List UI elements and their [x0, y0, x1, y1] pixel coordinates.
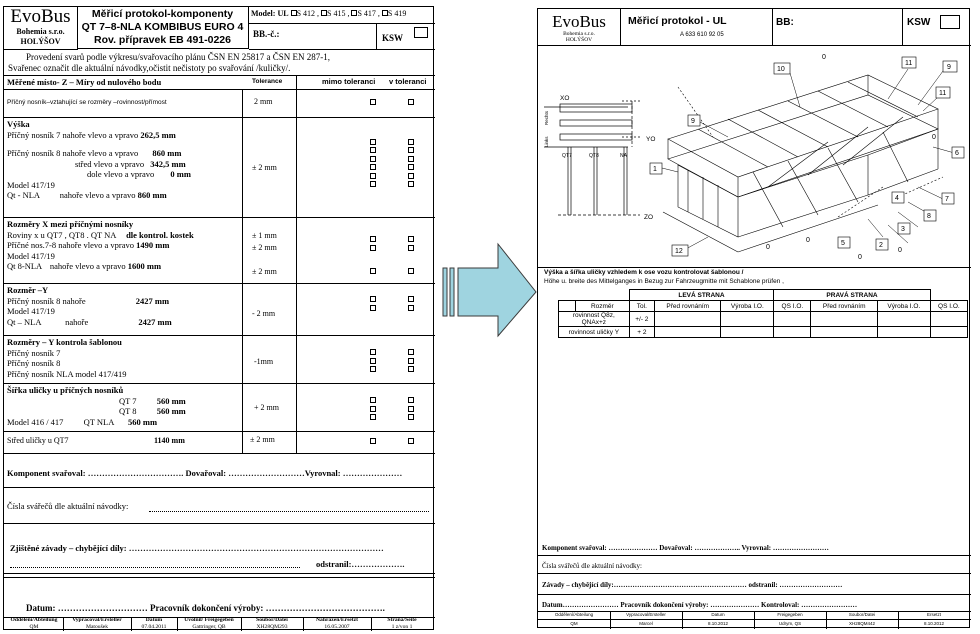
s1-checkbox-column-out [370, 137, 376, 187]
s1-line2-value: 860 mm [152, 148, 182, 158]
left-col-measure: Měřené místo- Z – Míry od nulového bodu [7, 77, 162, 87]
left-flatness-tol: 2 mm [254, 97, 273, 106]
right-ksw-label: KSW [907, 17, 931, 28]
left-title-box [77, 7, 249, 49]
rf-h5: Ersetzt [926, 612, 941, 617]
s2-in-cb[interactable] [408, 236, 414, 242]
left-date-line: Datum: ………………………… Pracovník dokončení výroby: …………………………………. [26, 603, 385, 613]
left-bb-label: BB.-č.: [253, 29, 280, 39]
left-model-row [251, 9, 433, 19]
callout-11b: 11 [939, 90, 947, 97]
flatness-label [559, 327, 630, 338]
s3-in-cb[interactable] [408, 296, 414, 302]
left-ksw-text: KSW [382, 33, 404, 43]
callout-4: 4 [895, 195, 899, 202]
label-qt8: QT8 [589, 153, 599, 159]
s1-line1-a: Příčný nosník 7 [7, 129, 61, 140]
left-welder-numbers: Čísla svářečů dle aktuální návodky: [7, 501, 129, 511]
s2-line2-a: Příčné nos.7-8 [7, 240, 57, 250]
s2-tol-3: ± 2 mm [252, 267, 277, 276]
right-welder-numbers: Čísla svářečů dle aktuální návodky: [542, 562, 642, 570]
lf-v3: Gattringer, QB [192, 624, 226, 630]
s1-checkbox-column-in [408, 137, 414, 187]
s2-tol-1: ± 1 mm [252, 231, 277, 240]
lf-h6: Strana/Seite [387, 617, 417, 623]
s2-out-cb-last[interactable] [370, 268, 376, 274]
s3-line1-b: nahoře [62, 295, 86, 306]
s2-line2-b: nahoře vlevo a vpravo [58, 240, 134, 250]
s4-in-column [408, 347, 414, 373]
s2-out-cb[interactable] [370, 236, 376, 242]
rf-v4: XH28QM442 [848, 621, 875, 626]
s2-title: Rozměry X mezi příčnými nosníky [7, 219, 134, 229]
callout-6: 6 [955, 150, 959, 157]
measurement-table [558, 289, 968, 338]
right-code: A 633 610 92 05 [680, 32, 724, 38]
s2-in-cb[interactable] [408, 245, 414, 251]
lf-v6: 1 z/von 1 [391, 624, 413, 630]
left-col-tolerance: Tolerance [252, 78, 283, 85]
s2-line4-value: 1600 mm [127, 261, 162, 271]
entry-cell[interactable] [877, 327, 930, 338]
col-before-l: Před rovnáním [655, 301, 721, 312]
entry-cell[interactable] [721, 312, 774, 327]
right-ksw-checkbox[interactable] [940, 15, 960, 29]
table-row [559, 312, 968, 327]
flatness-label-line: rovinnost uličky Y [568, 328, 620, 336]
rf-h4: Soubor/Datei [848, 612, 876, 617]
lf-h3: Uvolnil/ Freigegeben [184, 617, 234, 623]
table-row [559, 327, 968, 338]
s4-tol: -1mm [254, 357, 274, 366]
s3-line3-a: Qt – NLA [7, 316, 41, 327]
rf-h2: Datum [711, 612, 725, 617]
s2-line4-b: nahoře vlevo a vpravo [49, 261, 126, 271]
s3-line1-value: 2427 mm [135, 295, 170, 306]
callout-2: 2 [879, 242, 883, 249]
s5-in-cb[interactable] [408, 397, 414, 403]
s2-line4-a: Qt 8-NLA [7, 261, 42, 271]
flatness-label-line: QNAx+z [581, 319, 607, 326]
s4-line1: Příčný nosník 7 [7, 347, 61, 358]
s1-out-cb[interactable] [370, 147, 376, 153]
entry-cell[interactable] [811, 312, 877, 327]
s4-in-cb[interactable] [408, 349, 414, 355]
s6-value: 1140 mm [154, 436, 185, 445]
s3-line3-b: nahoře [65, 316, 89, 327]
label-rechts: Rechts [544, 110, 549, 125]
left-ksw-checkbox[interactable] [414, 27, 428, 38]
left-intro-2: Svařenec označit dle aktuální návodky,očistit nečistoty po svařování /kuličky/. [8, 63, 291, 73]
s2-line2-value: 1490 mm [136, 240, 170, 250]
entry-cell[interactable] [655, 312, 721, 327]
left-defects-dots [10, 567, 300, 568]
s1-line6-b: nahoře vlevo a vpravo [59, 190, 136, 200]
col-prod-r: Výroba I.O. [877, 301, 930, 312]
s2-in-cb-last[interactable] [408, 268, 414, 274]
s1-line2-b: nahoře vlevo a vpravo [62, 148, 139, 158]
s2-line3: Model 417/19 [7, 250, 55, 261]
s5-line2-a: QT 8 [119, 406, 137, 416]
s1-out-cb[interactable] [370, 164, 376, 170]
s0-in-checkbox[interactable] [408, 99, 414, 105]
left-komponent-line: Komponent svařoval: ……………………………. Dovařoval: ………………………Vyrovnal: ………………… [7, 468, 403, 478]
callout-12: 12 [675, 248, 683, 255]
s1-line6-value: 860 mm [137, 190, 167, 200]
s5-line3-value: 560 mm [128, 416, 158, 427]
lf-v2: 07.04.2011 [141, 624, 167, 630]
lf-h0: Oddělení/Abteilung [10, 617, 58, 623]
callout-5: 5 [841, 240, 845, 247]
s5-tol: + 2 mm [254, 403, 279, 412]
callout-10: 10 [777, 66, 785, 73]
s1-line4-b: dole vlevo a vpravo [87, 169, 155, 179]
s1-line6-a: Qt - NLA [7, 190, 40, 200]
right-title: Měřicí protokol - UL [628, 15, 727, 27]
callout-7: 7 [945, 196, 949, 203]
s3-out-cb[interactable] [370, 296, 376, 302]
lf-h1: Vypracoval/Ersteller [72, 617, 122, 623]
left-side-header: LEVÁ STRANA [629, 290, 774, 301]
rf-v3: Udrym, QS [778, 621, 802, 626]
rf-v2: 8.10.2012 [707, 621, 729, 626]
s3-out-cb[interactable] [370, 305, 376, 311]
s4-out-cb[interactable] [370, 349, 376, 355]
s1-title: Výška [7, 119, 30, 129]
s5-out-cb[interactable] [370, 397, 376, 403]
s5-line3-b: QT NLA [83, 416, 114, 427]
s5-in-cb[interactable] [408, 406, 414, 412]
left-logo: EvoBus [10, 6, 71, 27]
right-defects-line: Závady – chybějící díly:………………………………………………… odstranil: ……………………… [542, 581, 843, 589]
rf-h0: Oddělení/Abteilung [554, 612, 594, 617]
s3-title: Rozměr –Y [7, 285, 49, 295]
frame-diagram [538, 47, 971, 265]
s5-line1-value: 560 mm [156, 395, 186, 406]
s4-title: Rozměry – Y kontrola šablonou [7, 337, 122, 347]
zero-mark-6: 0 [898, 247, 902, 254]
model-419-label: S 419 [387, 9, 407, 18]
s1-in-cb[interactable] [408, 156, 414, 162]
callout-3: 3 [901, 226, 905, 233]
s2-in-column [408, 233, 414, 251]
right-note-2: Höhe u. breite des Mittelganges in Bezug zur Fahrzeugmitte mit Schablone prüfen , [544, 278, 784, 285]
col-tol: Tol. [629, 301, 654, 312]
entry-cell[interactable] [811, 327, 877, 338]
s3-line2: Model 417/19 [7, 306, 55, 316]
s5-in-cb[interactable] [408, 414, 414, 420]
s4-out-column [370, 347, 376, 373]
model-412-label: S 412 , [296, 9, 320, 18]
s1-line3-value: 342,5 mm [150, 158, 186, 169]
s2-out-cb[interactable] [370, 245, 376, 251]
right-date-line: Datum…………………… Pracovník dokončení výroby: ………………… Kontroloval: …………………… [542, 601, 858, 609]
left-protocol-sheet [3, 6, 434, 630]
s5-line1-a: QT 7 [119, 395, 137, 406]
col-qs-l: QS I.O. [774, 301, 811, 312]
right-komponent-line: Komponent svařoval: ………………… Dovařoval: ……………….. Vyrovnal: …………………… [542, 544, 829, 552]
left-title-2: QT 7–8-NLA KOMBIBUS EURO 4 [81, 21, 244, 33]
s1-tol: ± 2 mm [252, 163, 277, 172]
lf-v5: 16.05.2007 [324, 624, 350, 630]
right-company-name: Bohemia s.r.o. [563, 31, 595, 37]
zero-mark-2: 0 [932, 134, 936, 141]
s3-line3-value: 2427 mm [138, 316, 172, 327]
entry-cell[interactable] [721, 327, 774, 338]
s5-title: Šířka uličky u příčných nosníků [7, 385, 124, 395]
flatness-label [559, 312, 630, 327]
transform-arrow-icon [440, 240, 540, 340]
s1-line2-a: Příčný nosník 8 [7, 148, 61, 158]
lf-h2: Datum [145, 617, 163, 623]
s5-line2-value: 560 mm [156, 406, 186, 416]
s6-text: Střed uličky u QT7 [7, 436, 69, 445]
s5-out-cb[interactable] [370, 414, 376, 420]
s3-in-column [408, 293, 414, 311]
entry-cell[interactable] [877, 312, 930, 327]
right-protocol-sheet [537, 8, 970, 628]
left-col-in: v toleranci [389, 77, 427, 86]
left-model-label: Model: UL [251, 9, 289, 18]
left-defects-line: Zjištěné závady – chybějící díly: ……………………………………………………………………………… [10, 543, 384, 553]
label-zo: ZO [644, 214, 654, 221]
right-footer [538, 611, 971, 629]
s1-line4-value: 0 mm [170, 169, 191, 179]
label-qt7: QT7 [562, 153, 572, 159]
left-fixed-by: odstranil:………………. [316, 559, 405, 569]
callout-11a: 11 [905, 60, 913, 67]
callout-1: 1 [653, 166, 657, 173]
entry-cell[interactable] [930, 327, 967, 338]
s1-in-cb[interactable] [408, 164, 414, 170]
left-company-name: Bohemia s.r.o. [16, 27, 65, 36]
s2-line1-b: dle kontrol. kostek [126, 229, 194, 240]
s2-line1-a: Roviny x u QT7 , QT8 . QT NA [7, 229, 116, 240]
s1-line5: Model 417/19 [7, 179, 55, 190]
s3-line1-a: Příčný nosník 8 [7, 295, 61, 306]
zero-mark-1: 0 [822, 54, 826, 61]
right-side-header: PRAVÁ STRANA [774, 290, 930, 301]
label-links: Links [544, 136, 549, 147]
col-before-r: Před rovnáním [811, 301, 877, 312]
model-415-label: S 415 , [327, 9, 350, 18]
s3-in-cb[interactable] [408, 305, 414, 311]
s4-out-cb[interactable] [370, 358, 376, 364]
col-rozmer: Rozměr [576, 301, 630, 312]
left-flatness-text: Příčný nosník–vztahující se rozměry –rovinnost/přímost [7, 99, 167, 106]
s5-out-column [370, 395, 376, 421]
zero-mark-3: 0 [766, 244, 770, 251]
right-logo: EvoBus [552, 12, 606, 31]
s1-line1-value: 262,5 mm [140, 129, 176, 140]
left-ksw-label [382, 33, 403, 44]
zero-mark-5: 0 [858, 254, 862, 261]
entry-cell[interactable] [655, 327, 721, 338]
rf-v1: Marcel [639, 621, 653, 626]
s2-out-column [370, 233, 376, 251]
col-prod-l: Výroba I.O. [721, 301, 774, 312]
left-logo-box [4, 7, 78, 50]
rf-h1: Vypracoval/Ersteller [626, 612, 666, 617]
s5-out-cb[interactable] [370, 406, 376, 412]
s1-in-cb[interactable] [408, 139, 414, 145]
s4-line2: Příčný nosník 8 [7, 358, 61, 368]
rf-h3: Freigegeben [777, 612, 803, 617]
s5-line3-a: Model 416 / 417 [7, 416, 64, 427]
s3-out-column [370, 293, 376, 311]
lf-v4: XH28QM293 [256, 624, 288, 630]
lf-v0: QM [29, 624, 39, 630]
lf-v1: Matoušek [85, 624, 109, 630]
label-na: NA [620, 153, 627, 159]
right-note-1: Výška a šířka uličky vzhledem k ose vozu kontrolovat šablonou / [544, 269, 744, 276]
s6-tol: ± 2 mm [250, 435, 275, 444]
s1-out-cb[interactable] [370, 139, 376, 145]
s1-line1-b: nahoře vlevo a vpravo [62, 129, 139, 140]
rf-v5: 8.10.2012 [923, 621, 945, 626]
callout-9b: 9 [691, 118, 695, 125]
left-title-3: Rov. přípravek EB 491-0226 [94, 34, 231, 46]
s1-in-cb[interactable] [408, 181, 414, 187]
lf-h4: Soubor/Datei [256, 617, 288, 623]
callout-9a: 9 [947, 64, 951, 71]
left-footer [4, 617, 435, 631]
s1-out-cb[interactable] [370, 181, 376, 187]
flatness-tol: + 2 [629, 327, 654, 338]
right-company-city: HOLÝŠOV [565, 37, 593, 43]
flatness-tol: +/- 2 [629, 312, 654, 327]
left-company-city: HOLÝŠOV [20, 37, 61, 46]
s4-out-cb[interactable] [370, 366, 376, 372]
s1-line3-b: střed vlevo a vpravo [75, 158, 145, 169]
right-logo-box [538, 9, 621, 46]
flatness-label-line: rovinnost Q8z, [572, 312, 615, 319]
col-qs-r: QS I.O. [930, 301, 967, 312]
s6-in-checkbox[interactable] [408, 438, 414, 444]
label-xo: XO [560, 95, 570, 102]
s1-in-cb[interactable] [408, 173, 414, 179]
entry-cell[interactable] [774, 327, 811, 338]
callout-8: 8 [927, 213, 931, 220]
left-welder-line [149, 511, 429, 512]
entry-cell[interactable] [930, 312, 967, 327]
model-417-label: S 417 , [357, 9, 380, 18]
s5-in-column [408, 395, 414, 421]
s6-out-checkbox[interactable] [370, 438, 376, 444]
s1-in-cb[interactable] [408, 147, 414, 153]
rf-v0: QM [570, 621, 578, 626]
entry-cell[interactable] [774, 312, 811, 327]
left-title-1: Měřicí protokol-komponenty [91, 8, 234, 20]
s0-out-checkbox[interactable] [370, 99, 376, 105]
left-col-out: mimo toleranci [322, 77, 376, 86]
s4-in-cb[interactable] [408, 366, 414, 372]
s2-tol-2: ± 2 mm [252, 243, 277, 252]
s4-line3: Příčný nosník NLA model 417/419 [7, 368, 127, 379]
s1-out-cb[interactable] [370, 173, 376, 179]
zero-mark-4: 0 [806, 237, 810, 244]
s1-out-cb[interactable] [370, 156, 376, 162]
label-yo: YO [646, 136, 656, 143]
left-intro-1: Provedení svarů podle výkresu/svařovacího plánu ČSN EN 25817 a ČSN EN 287-1, [26, 52, 330, 62]
right-title-box [620, 9, 773, 46]
right-bb-label: BB: [776, 17, 794, 28]
s3-tol: - 2 mm [252, 309, 276, 318]
s4-in-cb[interactable] [408, 358, 414, 364]
lf-h5: Nahrazen/Ersetzt [316, 617, 358, 623]
